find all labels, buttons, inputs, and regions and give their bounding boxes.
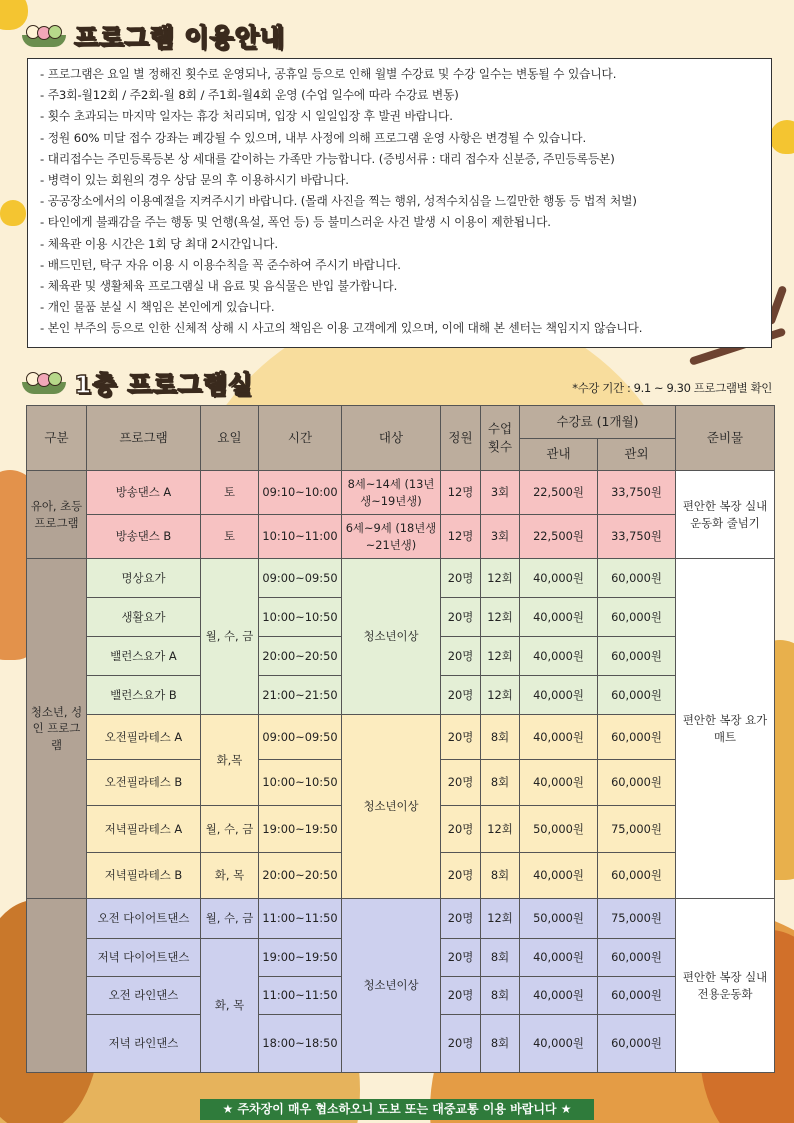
program-time: 10:00~10:50 (259, 760, 342, 806)
program-time: 11:00~11:50 (259, 899, 342, 939)
notice-item: - 배드민턴, 탁구 자유 이용 시 이용수칙을 꼭 준수하여 주시기 바랍니다. (40, 257, 401, 272)
group-ready: 편안한 복장 요가매트 (676, 559, 775, 899)
program-fee-in: 40,000원 (520, 637, 598, 676)
program-fee-in: 40,000원 (520, 559, 598, 598)
group-ready: 편안한 복장 실내운동화 줄넘기 (676, 471, 775, 559)
program-capacity: 20명 (441, 637, 481, 676)
header-capacity: 정원 (441, 406, 481, 471)
rice-cake-bowl-icon (22, 25, 66, 47)
program-fee-in: 50,000원 (520, 806, 598, 853)
notice-item: - 병력이 있는 회원의 경우 상담 문의 후 이용하시기 바랍니다. (40, 173, 349, 188)
program-capacity: 20명 (441, 806, 481, 853)
program-name: 오전 라인댄스 (87, 977, 201, 1015)
header-fee-out: 관외 (598, 439, 676, 471)
program-day: 월, 수, 금 (201, 559, 259, 715)
program-day: 화,목 (201, 715, 259, 806)
program-time: 11:00~11:50 (259, 977, 342, 1015)
header-gubun: 구분 (27, 406, 87, 471)
section-title-guide (22, 18, 285, 54)
program-fee-out: 60,000원 (598, 1015, 676, 1073)
program-capacity: 20명 (441, 715, 481, 760)
program-target: 청소년이상 (342, 899, 441, 1073)
header-program: 프로그램 (87, 406, 201, 471)
program-count: 8회 (481, 760, 520, 806)
header-time: 시간 (259, 406, 342, 471)
program-time: 19:00~19:50 (259, 939, 342, 977)
flower-icon (0, 200, 26, 226)
group-label: 청소년, 성인 프로그램 (27, 559, 87, 899)
notice-item: - 대리접수는 주민등록등본 상 세대를 같이하는 가족만 가능합니다. (증빙서류 : 대리 접수자 신분증, 주민등록등본) (40, 151, 615, 166)
program-table (26, 405, 775, 1073)
program-fee-in: 40,000원 (520, 598, 598, 637)
program-name: 밸런스요가 B (87, 676, 201, 715)
program-capacity: 20명 (441, 899, 481, 939)
program-name: 저녁 다이어트댄스 (87, 939, 201, 977)
program-fee-in: 40,000원 (520, 760, 598, 806)
table-row (27, 899, 775, 939)
program-name: 저녁필라테스 B (87, 853, 201, 899)
notice-item: - 프로그램은 요일 별 정해진 횟수로 운영되나, 공휴일 등으로 인해 월별 수강료 및 수강 일수는 변동될 수 있습니다. (40, 67, 617, 81)
program-count: 12회 (481, 806, 520, 853)
notice-item: - 개인 물품 분실 시 책임은 본인에게 있습니다. (40, 300, 275, 315)
header-fee-in: 관내 (520, 439, 598, 471)
program-capacity: 20명 (441, 598, 481, 637)
program-fee-out: 60,000원 (598, 676, 676, 715)
parking-notice: ★ 주차장이 매우 협소하오니 도보 또는 대중교통 이용 바랍니다 ★ (200, 1099, 594, 1120)
program-time: 20:00~20:50 (259, 853, 342, 899)
program-target: 6세~9세 (18년생~21년생) (342, 515, 441, 559)
program-name: 명상요가 (87, 559, 201, 598)
notice-item: - 타인에게 불쾌감을 주는 행동 및 언행(욕설, 폭언 등) 등 불미스러운 사건 발생 시 이용이 제한됩니다. (40, 215, 551, 230)
program-count: 3회 (481, 471, 520, 515)
program-name: 방송댄스 B (87, 515, 201, 559)
program-name: 생활요가 (87, 598, 201, 637)
program-count: 3회 (481, 515, 520, 559)
program-time: 10:10~11:00 (259, 515, 342, 559)
program-count: 8회 (481, 939, 520, 977)
notice-item: - 체육관 및 생활체육 프로그램실 내 음료 및 음식물은 반입 불가합니다. (40, 279, 398, 294)
program-count: 12회 (481, 637, 520, 676)
program-time: 09:10~10:00 (259, 471, 342, 515)
program-fee-out: 75,000원 (598, 806, 676, 853)
flower-icon (770, 120, 794, 154)
program-count: 8회 (481, 1015, 520, 1073)
program-fee-out: 33,750원 (598, 515, 676, 559)
notice-item: - 체육관 이용 시간은 1회 당 최대 2시간입니다. (40, 236, 278, 251)
notice-box (27, 58, 772, 348)
notice-list (40, 64, 761, 340)
program-fee-out: 60,000원 (598, 715, 676, 760)
header-ready: 준비물 (676, 406, 775, 471)
program-target: 청소년이상 (342, 559, 441, 715)
program-capacity: 12명 (441, 471, 481, 515)
program-capacity: 20명 (441, 760, 481, 806)
table-row (27, 515, 775, 559)
program-target: 8세~14세 (13년생~19년생) (342, 471, 441, 515)
program-day: 월, 수, 금 (201, 899, 259, 939)
section-title-text: 프로그램 이용안내 (74, 23, 285, 52)
table-row (27, 471, 775, 515)
table-row (27, 559, 775, 598)
program-time: 19:00~19:50 (259, 806, 342, 853)
program-time: 09:00~09:50 (259, 559, 342, 598)
program-time: 09:00~09:50 (259, 715, 342, 760)
program-fee-out: 75,000원 (598, 899, 676, 939)
program-name: 저녁 라인댄스 (87, 1015, 201, 1073)
program-fee-out: 60,000원 (598, 977, 676, 1015)
program-fee-in: 40,000원 (520, 676, 598, 715)
program-fee-out: 60,000원 (598, 939, 676, 977)
program-capacity: 20명 (441, 676, 481, 715)
program-capacity: 12명 (441, 515, 481, 559)
program-table-body (27, 471, 775, 1073)
program-fee-in: 40,000원 (520, 853, 598, 899)
program-name: 저녁필라테스 A (87, 806, 201, 853)
program-count: 12회 (481, 899, 520, 939)
program-day: 화, 목 (201, 939, 259, 1073)
program-name: 방송댄스 A (87, 471, 201, 515)
notice-item: - 공공장소에서의 이용예절을 지켜주시기 바랍니다. (몰래 사진을 찍는 행위, 성적수치심을 느낄만한 행동 등 법적 처벌) (40, 194, 637, 209)
section-title-room (22, 365, 253, 401)
program-fee-in: 50,000원 (520, 899, 598, 939)
program-count: 12회 (481, 559, 520, 598)
program-name: 밸런스요가 A (87, 637, 201, 676)
program-capacity: 20명 (441, 1015, 481, 1073)
program-fee-out: 60,000원 (598, 760, 676, 806)
header-day: 요일 (201, 406, 259, 471)
notice-item: - 본인 부주의 등으로 인한 신체적 상해 시 사고의 책임은 이용 고객에게 있으며, 이에 대해 본 센터는 책임지지 않습니다. (40, 321, 643, 336)
notice-item: - 주3회-월12회 / 주2회-월 8회 / 주1회-월4회 운영 (수업 일수에 따라 수강료 변동) (40, 88, 459, 103)
program-fee-in: 40,000원 (520, 977, 598, 1015)
group-label (27, 899, 87, 1073)
program-count: 12회 (481, 676, 520, 715)
program-fee-in: 22,500원 (520, 515, 598, 559)
program-name: 오전 다이어트댄스 (87, 899, 201, 939)
program-day: 화, 목 (201, 853, 259, 899)
program-fee-out: 33,750원 (598, 471, 676, 515)
program-count: 8회 (481, 715, 520, 760)
program-day: 토 (201, 471, 259, 515)
table-row (27, 715, 775, 760)
program-fee-in: 40,000원 (520, 939, 598, 977)
program-fee-in: 22,500원 (520, 471, 598, 515)
program-target: 청소년이상 (342, 715, 441, 899)
program-time: 18:00~18:50 (259, 1015, 342, 1073)
notice-item: - 횟수 초과되는 마지막 일자는 휴강 처리되며, 입장 시 일일입장 후 발권 바랍니다. (40, 109, 453, 124)
header-target: 대상 (342, 406, 441, 471)
program-count: 12회 (481, 598, 520, 637)
program-time: 21:00~21:50 (259, 676, 342, 715)
program-time: 20:00~20:50 (259, 637, 342, 676)
program-day: 월, 수, 금 (201, 806, 259, 853)
notice-item: - 정원 60% 미달 접수 강좌는 폐강될 수 있으며, 내부 사정에 의해 프로그램 운영 사항은 변경될 수 있습니다. (40, 130, 587, 145)
program-name: 오전필라테스 A (87, 715, 201, 760)
group-ready: 편안한 복장 실내전용운동화 (676, 899, 775, 1073)
program-capacity: 20명 (441, 939, 481, 977)
program-fee-in: 40,000원 (520, 1015, 598, 1073)
program-name: 오전필라테스 B (87, 760, 201, 806)
program-fee-out: 60,000원 (598, 598, 676, 637)
program-day: 토 (201, 515, 259, 559)
program-fee-in: 40,000원 (520, 715, 598, 760)
program-capacity: 20명 (441, 977, 481, 1015)
program-count: 8회 (481, 977, 520, 1015)
rice-cake-bowl-icon (22, 372, 66, 394)
program-time: 10:00~10:50 (259, 598, 342, 637)
group-label: 유아, 초등 프로그램 (27, 471, 87, 559)
program-capacity: 20명 (441, 559, 481, 598)
program-fee-out: 60,000원 (598, 637, 676, 676)
program-fee-out: 60,000원 (598, 559, 676, 598)
course-period: *수강 기간 : 9.1 ~ 9.30 프로그램별 확인 (572, 381, 772, 395)
section-title-text: 1층 프로그램실 (74, 370, 253, 399)
program-count: 8회 (481, 853, 520, 899)
header-fee: 수강료 (1개월) (520, 406, 676, 439)
header-count: 수업 횟수 (481, 406, 520, 471)
program-capacity: 20명 (441, 853, 481, 899)
program-fee-out: 60,000원 (598, 853, 676, 899)
